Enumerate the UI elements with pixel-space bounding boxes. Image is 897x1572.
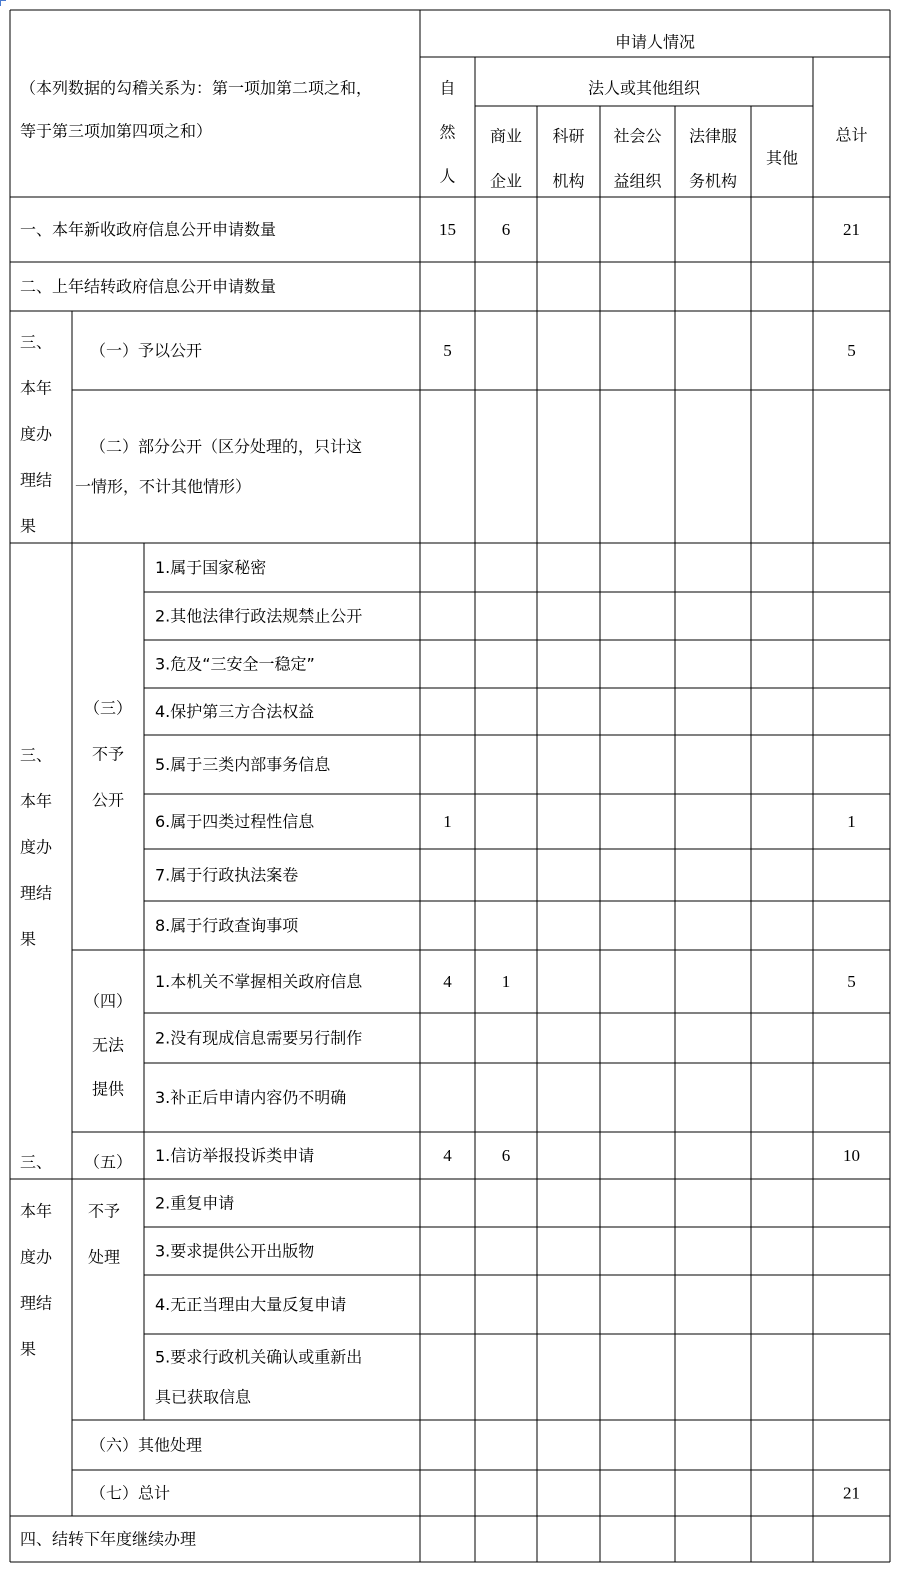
section-label: 三、 [20, 332, 53, 352]
cell-value: 6 [501, 1146, 511, 1165]
row-label: 具已获取信息 [155, 1387, 252, 1407]
section-label: 果 [20, 1339, 37, 1359]
row-label: 1.信访举报投诉类申请 [155, 1146, 315, 1165]
row-label: 2.重复申请 [155, 1193, 235, 1213]
research-institution-header: 科研 [552, 126, 585, 146]
group-label: 公开 [91, 790, 125, 810]
cell-value: 5 [847, 341, 856, 360]
legal-service-header: 务机构 [688, 171, 738, 191]
cell-value: 1 [501, 972, 511, 991]
group-label: 处理 [87, 1247, 121, 1267]
natural-person-header: 然 [439, 122, 456, 142]
commercial-enterprise-header: 商业 [489, 126, 523, 146]
section-label: 本年 [20, 791, 53, 811]
group-label: （五） [83, 1152, 133, 1172]
row-label: 5.属于三类内部事务信息 [155, 755, 331, 774]
cell-value: 15 [439, 220, 456, 239]
table-text [20, 33, 868, 1549]
row-label: 2.其他法律行政法规禁止公开 [155, 606, 363, 626]
row-label: 1.属于国家秘密 [155, 558, 267, 577]
row-label: （七）总计 [90, 1483, 171, 1503]
row-label: 3.危及“三安全一稳定” [155, 654, 315, 674]
section-label: 理结 [20, 1293, 53, 1313]
legal-org-header: 法人或其他组织 [587, 78, 701, 98]
natural-person-header: 自 [439, 78, 456, 98]
applicant-situation-header: 申请人情况 [614, 32, 696, 52]
row-label: （一）予以公开 [90, 341, 203, 360]
section-label: 果 [20, 929, 37, 949]
row-label: 1.本机关不掌握相关政府信息 [155, 972, 363, 991]
section-label: 果 [20, 516, 37, 536]
cell-value: 5 [847, 972, 856, 991]
section-label: 度办 [20, 424, 53, 444]
section-label: 理结 [20, 470, 53, 490]
row-label: 一、本年新收政府信息公开申请数量 [20, 220, 277, 239]
cell-value: 4 [443, 1146, 452, 1165]
section-label: 度办 [20, 1247, 53, 1267]
row-label: 4.保护第三方合法权益 [155, 702, 315, 721]
group-label: 无法 [91, 1035, 125, 1055]
row-label: （二）部分公开（区分处理的，只计这 [90, 437, 363, 456]
cell-value: 21 [843, 220, 860, 239]
section-label: 本年 [20, 378, 53, 398]
row-label: 6.属于四类过程性信息 [155, 812, 315, 831]
row-label: 7.属于行政执法案卷 [155, 865, 299, 885]
natural-person-header: 人 [439, 166, 456, 186]
cell-value: 10 [843, 1146, 860, 1165]
note-line: （本列数据的勾稽关系为：第一项加第二项之和， [20, 78, 373, 98]
group-label: （四） [83, 991, 133, 1011]
row-label: 四、结转下年度继续办理 [20, 1529, 197, 1549]
legal-service-header: 法律服 [688, 126, 738, 146]
row-label: 2.没有现成信息需要另行制作 [155, 1028, 363, 1048]
row-label: 3.补正后申请内容仍不明确 [155, 1088, 347, 1107]
row-label: 4.无正当理由大量反复申请 [155, 1295, 347, 1314]
total-header: 总计 [835, 125, 868, 145]
other-header: 其他 [765, 148, 799, 168]
group-label: 不予 [87, 1201, 121, 1221]
commercial-enterprise-header: 企业 [489, 171, 523, 191]
cell-value: 4 [443, 972, 452, 991]
row-label: （六）其他处理 [90, 1435, 203, 1455]
row-label: 二、上年结转政府信息公开申请数量 [20, 277, 277, 296]
cell-value: 1 [847, 812, 856, 831]
section-label: 理结 [20, 883, 53, 903]
row-label: 3.要求提供公开出版物 [155, 1241, 315, 1261]
section-label: 三、 [20, 745, 53, 765]
cell-value: 21 [843, 1483, 860, 1503]
social-welfare-header: 益组织 [613, 171, 662, 191]
group-label: 提供 [91, 1079, 125, 1099]
group-label: 不予 [91, 744, 125, 764]
note-line: 等于第三项加第四项之和） [20, 121, 213, 141]
research-institution-header: 机构 [552, 171, 585, 191]
social-welfare-header: 社会公 [613, 126, 662, 146]
cell-value: 1 [443, 812, 452, 831]
row-label: 一情形，不计其他情形） [75, 477, 252, 496]
row-label: 5.要求行政机关确认或重新出 [155, 1347, 363, 1367]
table-grid [10, 10, 890, 1562]
cell-value: 6 [501, 220, 511, 239]
cell-value: 5 [443, 341, 452, 360]
group-label: （三） [83, 698, 133, 718]
section-label: 度办 [20, 837, 53, 857]
section-label: 本年 [20, 1201, 53, 1221]
section-label: 三、 [20, 1152, 53, 1172]
row-label: 8.属于行政查询事项 [155, 916, 299, 935]
